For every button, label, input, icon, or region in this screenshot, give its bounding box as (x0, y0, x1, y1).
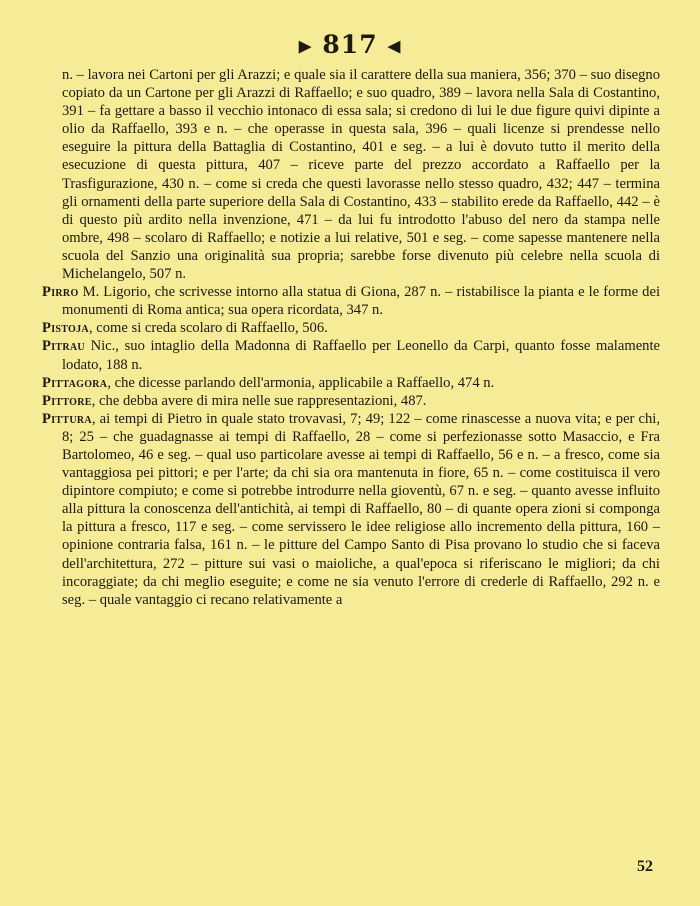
entry-text: , come si creda scolaro di Raffaello, 506. (88, 320, 328, 337)
entry-text: Nic., suo intaglio della Madonna di Raffaello per Leonello da Carpi, quanto fosse malamente lodato, 188 n. (62, 338, 660, 373)
right-pointer-icon: ◀ (387, 36, 402, 57)
entry-text: M. Ligorio, che scrivesse intorno alla statua di Giona, 287 n. – ristabilisce la pianta e le forme dei monumenti di Roma antica; sua opera ricordata, 347 n. (62, 284, 660, 319)
page-number: 817 (322, 30, 378, 59)
entry-text: n. – lavora nei Cartoni per gli Arazzi; e quale sia il carattere della sua maniera, 356; 370 – suo disegno copiato da un Cartone per gli Arazzi di Raffaello; e suo quadro, 389 – lavora nella Sala di Costantino, 391 – fa gettare a basso il vecchio intonaco di essa sala; si credono di lui le due figure quivi dipinte a olio da Raffaello, 393 e n. – che operasse in questa sala, 396 – quali licenze si prendesse nello eseguire la pittura della Battaglia di Costantino, 401 e seg. – a lui è dovuto tutto il merito della esecuzione di questa pittura, 407 – riceve parte del prezzo accordato a Raffaello per la Trasfigurazione, 430 n. – come si creda che questi lavorasse nello stesso quadro, 432; 447 – termina gli ornamenti della parte superiore della Sala di Costantino, 433 – stabilito erede da Raffaello, 442 – è di questo più ardito nella invenzione, 471 – da lui fu introdotto l'abuso del nero da stampa nelle ombre, 498 – scolaro di Raffaello; e notizie a lui relative, 501 e seg. – come sapesse mantenere nella scuola del Sanzio una originalità sua propria; sarebbe forse divenuto più celebre nella scuola di Michelangelo, 507 n. (62, 67, 660, 283)
entry-text: , che debba avere di mira nelle sue rappresentazioni, 487. (91, 392, 427, 409)
signature-mark: 52 (637, 858, 653, 875)
left-pointer-icon: ▶ (298, 36, 313, 57)
index-entry (42, 392, 660, 410)
entry-headword: Pistoja (42, 320, 89, 337)
entry-headword: Pittura (42, 410, 92, 427)
entry-headword: Pittore (42, 392, 92, 409)
entry-headword: Pittagora (42, 374, 108, 391)
index-text (42, 66, 660, 609)
index-entry (42, 337, 660, 373)
index-entry (42, 374, 660, 392)
index-entry (42, 410, 660, 609)
entry-headword: Pirro (42, 284, 79, 301)
page-header (0, 30, 700, 59)
entry-text: , che dicesse parlando dell'armonia, applicabile a Raffaello, 474 n. (107, 374, 495, 391)
entry-headword: Pitrau (42, 338, 85, 355)
entry-text: , ai tempi di Pietro in quale stato trovavasi, 7; 49; 122 – come rinascesse a nuova vita; e per chi, 8; 25 – che guadagnasse ai tempi di Raffaello, 28 – come si perfezionasse sotto Masaccio, e Fra Bartolomeo, 46 e seg. – qual uso particolare avesse ai tempi di Raffaello, 56 e n. – a fresco, come sia vantaggiosa pei pittori; e per l'arte; da chi sia ora mantenuta in fiore, 65 n. – come costituisca il vero dipintore compiuto; e come si potrebbe introdurre nella gioventù, 67 n. e seg. – quanto avesse influito alla pittura la conoscenza dell'antichità, ai tempi di Raffaello, 80 – di quante opera zioni si componga la pittura a fresco, 117 e seg. – come servissero le idee religiose allo incremento della pittura, 160 – opinione contraria falsa, 161 n. – le pitture del Campo Santo di Pisa provano lo studio che si faceva dell'architettura, 272 – pitture sui vasi o maioliche, a qual'epoca si riferiscano le migliori; da chi incoraggiate; da chi meglio eseguite; e come ne sia venuto l'errore di crederle di Raffaello, 292 n. e seg. – quale vantaggio ci recano relativamente a (62, 410, 660, 608)
index-entry (42, 319, 660, 337)
index-entry-continuation (42, 66, 660, 283)
index-entry (42, 283, 660, 319)
